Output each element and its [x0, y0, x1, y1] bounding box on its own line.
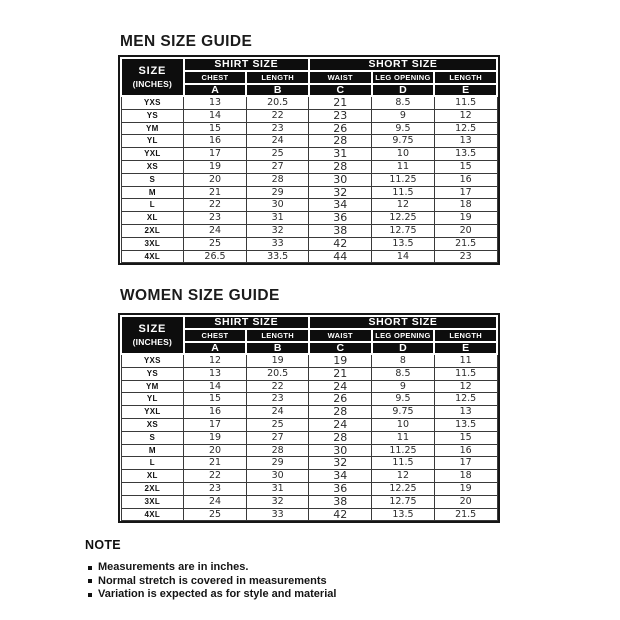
- value-cell: 23: [184, 212, 247, 225]
- size-cell: 4XL: [121, 250, 184, 263]
- value-cell: 11.25: [372, 173, 435, 186]
- value-cell: 25: [246, 148, 309, 161]
- value-cell: 18: [434, 470, 497, 483]
- value-cell: 33.5: [246, 250, 309, 263]
- value-cell: 44: [309, 250, 372, 263]
- value-cell: 9.5: [372, 393, 435, 406]
- value-cell: 13.5: [434, 148, 497, 161]
- value-cell: 38: [309, 495, 372, 508]
- value-cell: 20.5: [246, 96, 309, 109]
- value-cell: 33: [246, 237, 309, 250]
- short-size-group-header: SHORT SIZE: [309, 316, 497, 329]
- value-cell: 20: [434, 224, 497, 237]
- column-header-waist: WAIST: [309, 71, 372, 84]
- column-header-length: LENGTH: [246, 329, 309, 342]
- value-cell: 24: [184, 224, 247, 237]
- note-list: [88, 561, 336, 602]
- value-cell: 19: [309, 354, 372, 367]
- value-cell: 11: [372, 160, 435, 173]
- group-header-row: [121, 316, 497, 329]
- square-bullet-icon: [88, 566, 92, 570]
- value-cell: 12: [372, 470, 435, 483]
- value-cell: 24: [246, 406, 309, 419]
- table-row: [121, 186, 497, 199]
- value-cell: 24: [309, 418, 372, 431]
- value-cell: 14: [184, 380, 247, 393]
- value-cell: 21: [184, 457, 247, 470]
- value-cell: 29: [246, 186, 309, 199]
- square-bullet-icon: [88, 593, 92, 597]
- value-cell: 16: [184, 406, 247, 419]
- value-cell: 22: [246, 380, 309, 393]
- value-cell: 36: [309, 212, 372, 225]
- value-cell: 23: [246, 393, 309, 406]
- value-cell: 28: [309, 431, 372, 444]
- table-row: [121, 173, 497, 186]
- table-row: [121, 109, 497, 122]
- table-row: [121, 148, 497, 161]
- value-cell: 30: [309, 173, 372, 186]
- value-cell: 17: [434, 186, 497, 199]
- value-cell: 24: [246, 135, 309, 148]
- size-cell: S: [121, 431, 184, 444]
- size-cell: 4XL: [121, 508, 184, 521]
- value-cell: 24: [184, 495, 247, 508]
- value-cell: 34: [309, 199, 372, 212]
- column-header-length: LENGTH: [434, 329, 497, 342]
- group-header-row: [121, 58, 497, 71]
- table-row: [121, 380, 497, 393]
- value-cell: 33: [246, 508, 309, 521]
- value-cell: 19: [434, 212, 497, 225]
- value-cell: 30: [246, 470, 309, 483]
- value-cell: 12: [434, 380, 497, 393]
- table-row: [121, 135, 497, 148]
- value-cell: 26: [309, 393, 372, 406]
- value-cell: 10: [372, 148, 435, 161]
- table-row: [121, 457, 497, 470]
- size-cell: 3XL: [121, 495, 184, 508]
- size-cell: YM: [121, 380, 184, 393]
- column-header-length: LENGTH: [434, 71, 497, 84]
- table-row: [121, 367, 497, 380]
- value-cell: 17: [184, 418, 247, 431]
- size-inches-header: [121, 58, 184, 96]
- value-cell: 12: [434, 109, 497, 122]
- value-cell: 13: [184, 367, 247, 380]
- size-inches-header: [121, 316, 184, 354]
- size-cell: 3XL: [121, 237, 184, 250]
- value-cell: 21: [309, 367, 372, 380]
- value-cell: 12.75: [372, 495, 435, 508]
- value-cell: 12.5: [434, 122, 497, 135]
- size-cell: YXL: [121, 148, 184, 161]
- inches-label: (INCHES): [132, 337, 173, 347]
- value-cell: 11: [434, 354, 497, 367]
- inches-label: (INCHES): [132, 79, 173, 89]
- value-cell: 26.5: [184, 250, 247, 263]
- table-row: [121, 418, 497, 431]
- value-cell: 8.5: [372, 367, 435, 380]
- note-item-text: Variation is expected as for style and material: [98, 588, 337, 600]
- table-row: [121, 224, 497, 237]
- value-cell: 15: [184, 393, 247, 406]
- value-cell: 22: [184, 199, 247, 212]
- value-cell: 25: [184, 237, 247, 250]
- size-cell: YM: [121, 122, 184, 135]
- value-cell: 20.5: [246, 367, 309, 380]
- letter-header-a: A: [184, 342, 247, 354]
- value-cell: 24: [309, 380, 372, 393]
- women-size-table: [118, 313, 500, 523]
- value-cell: 11.5: [372, 186, 435, 199]
- value-cell: 25: [184, 508, 247, 521]
- value-cell: 20: [184, 444, 247, 457]
- value-cell: 26: [309, 122, 372, 135]
- value-cell: 13.5: [434, 418, 497, 431]
- value-cell: 32: [246, 495, 309, 508]
- value-cell: 28: [309, 406, 372, 419]
- value-cell: 32: [309, 457, 372, 470]
- table-row: [121, 96, 497, 109]
- value-cell: 28: [309, 135, 372, 148]
- value-cell: 30: [246, 199, 309, 212]
- value-cell: 15: [434, 160, 497, 173]
- value-cell: 21.5: [434, 237, 497, 250]
- table-row: [121, 444, 497, 457]
- value-cell: 14: [372, 250, 435, 263]
- note-item: [88, 561, 336, 575]
- column-header-leg-opening: LEG OPENING: [372, 329, 435, 342]
- value-cell: 34: [309, 470, 372, 483]
- value-cell: 28: [246, 444, 309, 457]
- value-cell: 12.25: [372, 482, 435, 495]
- men-size-table-grid: [120, 57, 498, 263]
- table-row: [121, 393, 497, 406]
- square-bullet-icon: [88, 579, 92, 583]
- value-cell: 8: [372, 354, 435, 367]
- size-cell: YL: [121, 135, 184, 148]
- size-cell: L: [121, 199, 184, 212]
- value-cell: 21: [309, 96, 372, 109]
- value-cell: 11.5: [434, 96, 497, 109]
- size-cell: YXS: [121, 96, 184, 109]
- table-row: [121, 212, 497, 225]
- value-cell: 9: [372, 380, 435, 393]
- value-cell: 9.5: [372, 122, 435, 135]
- shirt-size-group-header: SHIRT SIZE: [184, 316, 309, 329]
- value-cell: 14: [184, 109, 247, 122]
- men-table-body: [121, 96, 497, 263]
- column-header-length: LENGTH: [246, 71, 309, 84]
- value-cell: 20: [184, 173, 247, 186]
- men-size-table: [118, 55, 500, 265]
- size-cell: 2XL: [121, 482, 184, 495]
- letter-header-e: E: [434, 342, 497, 354]
- value-cell: 22: [246, 109, 309, 122]
- value-cell: 12: [184, 354, 247, 367]
- size-cell: XS: [121, 418, 184, 431]
- value-cell: 25: [246, 418, 309, 431]
- value-cell: 10: [372, 418, 435, 431]
- size-cell: XL: [121, 470, 184, 483]
- value-cell: 22: [184, 470, 247, 483]
- value-cell: 19: [184, 160, 247, 173]
- note-item: [88, 588, 336, 602]
- value-cell: 32: [309, 186, 372, 199]
- note-item-text: Measurements are in inches.: [98, 561, 249, 573]
- value-cell: 27: [246, 431, 309, 444]
- women-size-guide-title: WOMEN SIZE GUIDE: [120, 287, 280, 304]
- value-cell: 11.5: [434, 367, 497, 380]
- women-size-table-grid: [120, 315, 498, 521]
- value-cell: 9.75: [372, 135, 435, 148]
- value-cell: 38: [309, 224, 372, 237]
- value-cell: 12.25: [372, 212, 435, 225]
- table-row: [121, 122, 497, 135]
- value-cell: 42: [309, 237, 372, 250]
- value-cell: 16: [434, 173, 497, 186]
- table-row: [121, 470, 497, 483]
- value-cell: 12.5: [434, 393, 497, 406]
- letter-header-b: B: [246, 342, 309, 354]
- value-cell: 15: [184, 122, 247, 135]
- letter-header-d: D: [372, 342, 435, 354]
- value-cell: 15: [434, 431, 497, 444]
- value-cell: 8.5: [372, 96, 435, 109]
- letter-header-d: D: [372, 84, 435, 96]
- value-cell: 13: [184, 96, 247, 109]
- note-title: NOTE: [85, 538, 121, 552]
- size-label: SIZE: [138, 65, 167, 77]
- value-cell: 13: [434, 135, 497, 148]
- table-row: [121, 406, 497, 419]
- table-row: [121, 199, 497, 212]
- letter-header-e: E: [434, 84, 497, 96]
- table-row: [121, 482, 497, 495]
- value-cell: 13.5: [372, 237, 435, 250]
- size-cell: XS: [121, 160, 184, 173]
- size-cell: YXS: [121, 354, 184, 367]
- column-header-waist: WAIST: [309, 329, 372, 342]
- table-row: [121, 354, 497, 367]
- value-cell: 28: [309, 160, 372, 173]
- men-size-guide-title: MEN SIZE GUIDE: [120, 33, 253, 50]
- value-cell: 23: [246, 122, 309, 135]
- short-size-group-header: SHORT SIZE: [309, 58, 497, 71]
- size-cell: XL: [121, 212, 184, 225]
- value-cell: 13: [434, 406, 497, 419]
- value-cell: 28: [246, 173, 309, 186]
- letter-header-c: C: [309, 342, 372, 354]
- table-row: [121, 495, 497, 508]
- letter-header-c: C: [309, 84, 372, 96]
- value-cell: 16: [184, 135, 247, 148]
- value-cell: 11.5: [372, 457, 435, 470]
- size-cell: M: [121, 444, 184, 457]
- size-label: SIZE: [138, 323, 167, 335]
- value-cell: 17: [184, 148, 247, 161]
- note-item-text: Normal stretch is covered in measurements: [98, 574, 327, 587]
- value-cell: 23: [184, 482, 247, 495]
- table-row: [121, 431, 497, 444]
- value-cell: 17: [434, 457, 497, 470]
- value-cell: 12: [372, 199, 435, 212]
- value-cell: 13.5: [372, 508, 435, 521]
- value-cell: 20: [434, 495, 497, 508]
- value-cell: 19: [184, 431, 247, 444]
- women-table-body: [121, 354, 497, 521]
- value-cell: 23: [309, 109, 372, 122]
- table-row: [121, 237, 497, 250]
- size-cell: S: [121, 173, 184, 186]
- value-cell: 19: [434, 482, 497, 495]
- shirt-size-group-header: SHIRT SIZE: [184, 58, 309, 71]
- letter-header-b: B: [246, 84, 309, 96]
- size-cell: L: [121, 457, 184, 470]
- table-row: [121, 250, 497, 263]
- table-row: [121, 508, 497, 521]
- value-cell: 21.5: [434, 508, 497, 521]
- size-cell: YS: [121, 367, 184, 380]
- value-cell: 23: [434, 250, 497, 263]
- value-cell: 16: [434, 444, 497, 457]
- size-cell: YL: [121, 393, 184, 406]
- size-cell: M: [121, 186, 184, 199]
- size-cell: 2XL: [121, 224, 184, 237]
- value-cell: 27: [246, 160, 309, 173]
- value-cell: 12.75: [372, 224, 435, 237]
- column-header-leg-opening: LEG OPENING: [372, 71, 435, 84]
- value-cell: 11: [372, 431, 435, 444]
- value-cell: 31: [246, 212, 309, 225]
- value-cell: 29: [246, 457, 309, 470]
- value-cell: 42: [309, 508, 372, 521]
- value-cell: 9: [372, 109, 435, 122]
- value-cell: 18: [434, 199, 497, 212]
- size-cell: YXL: [121, 406, 184, 419]
- letter-header-a: A: [184, 84, 247, 96]
- value-cell: 32: [246, 224, 309, 237]
- value-cell: 19: [246, 354, 309, 367]
- value-cell: 21: [184, 186, 247, 199]
- value-cell: 30: [309, 444, 372, 457]
- size-cell: YS: [121, 109, 184, 122]
- note-item: [88, 575, 336, 589]
- value-cell: 31: [246, 482, 309, 495]
- column-header-chest: CHEST: [184, 329, 247, 342]
- value-cell: 9.75: [372, 406, 435, 419]
- table-row: [121, 160, 497, 173]
- value-cell: 31: [309, 148, 372, 161]
- value-cell: 36: [309, 482, 372, 495]
- column-header-chest: CHEST: [184, 71, 247, 84]
- value-cell: 11.25: [372, 444, 435, 457]
